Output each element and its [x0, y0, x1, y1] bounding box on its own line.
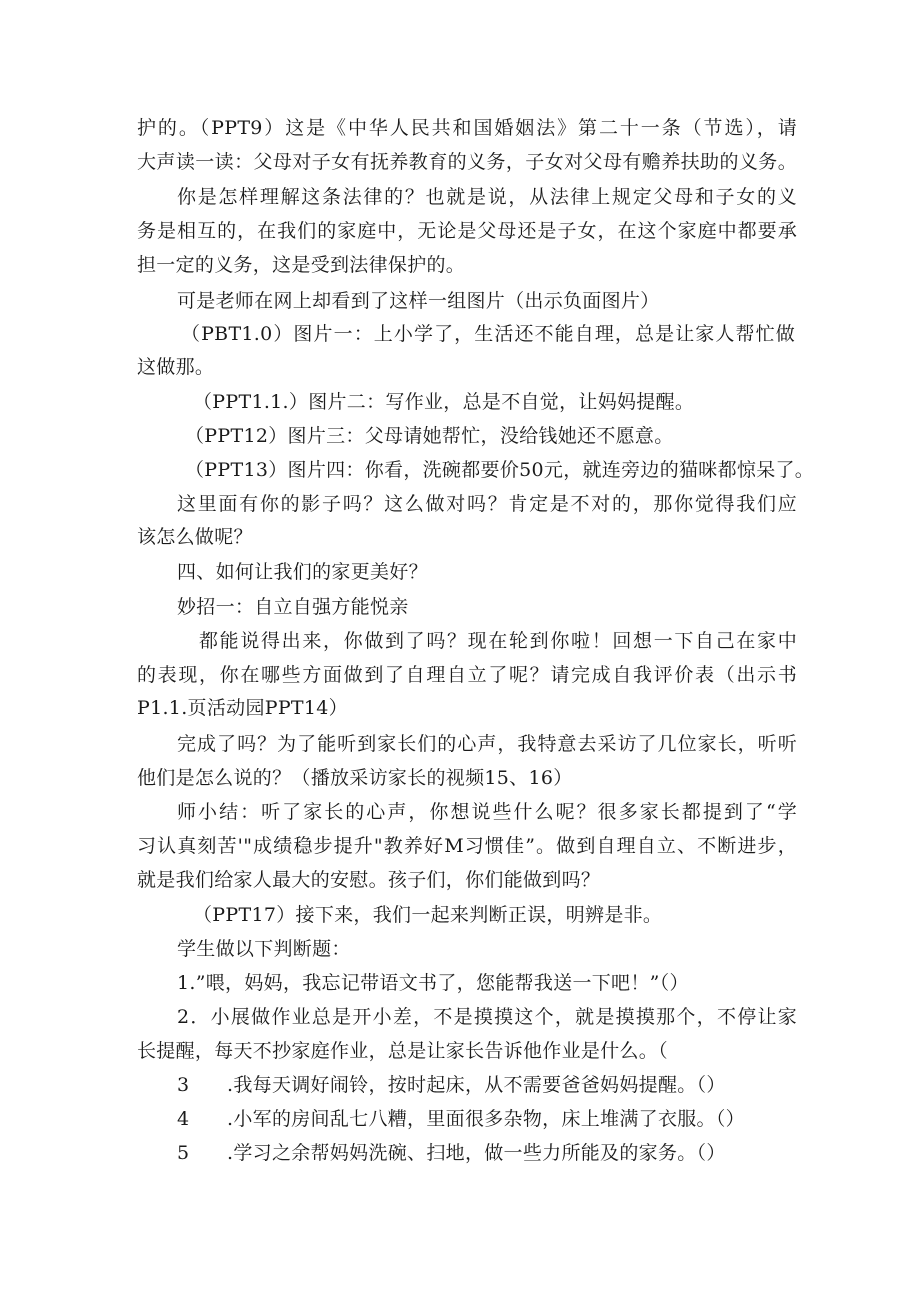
text-line: 都能说得出来，你做到了吗？现在轮到你啦！回想一下自己在家中	[199, 630, 797, 652]
text-line: 师小结：听了家长的心声，你想说些什么呢？很多家长都提到了“学	[177, 801, 797, 823]
text-line: 护的。（PPT9）这是《中华人民共和国婚姻法》第二十一条（节选），请	[137, 117, 797, 139]
text-line: 习认真刻苦'"成绩稳步提升"教养好M习惯佳”。做到自理自立、不断进步，	[137, 835, 797, 857]
text-line: （PBT1.0）图片一：上小学了，生活还不能自理，总是让家人帮忙做	[181, 323, 795, 345]
text-line: （PPT1.1.）图片二：写作业，总是不自觉，让妈妈提醒。	[193, 391, 695, 413]
text-line: 大声读一读：父母对子女有抚养教育的义务，子女对父母有赡养扶助的义务。	[137, 151, 797, 173]
text-line: 务是相互的，在我们的家庭中，无论是父母还是子女，在这个家庭中都要承	[137, 220, 797, 242]
text-line: 你是怎样理解这条法律的？也就是说，从法律上规定父母和子女的义	[177, 186, 797, 208]
text-line: 学生做以下判断题：	[177, 938, 351, 960]
text-line: 就是我们给家人最大的安慰。孩子们，你们能做到吗？	[137, 869, 601, 891]
text-line: 这做那。	[137, 356, 215, 378]
section-heading: 四、如何让我们的家更美好？	[177, 561, 428, 583]
text-line: P1.1.页活动园PPT14）	[137, 697, 348, 719]
question-2: 2．小展做作业总是开小差，不是摸摸这个，就是摸摸那个，不停让家	[177, 1006, 797, 1028]
question-number: 4	[177, 1108, 190, 1130]
text-line: 完成了吗？为了能听到家长们的心声，我特意去采访了几位家长，听听	[177, 733, 797, 755]
text-line: （PPT12）图片三：父母请她帮忙，没给钱她还不愿意。	[185, 425, 674, 447]
text-line: 的表现，你在哪些方面做到了自理自立了呢？请完成自我评价表（出示书	[137, 664, 797, 686]
text-line: （PPT17）接下来，我们一起来判断正误，明辨是非。	[193, 904, 663, 926]
text-line: 这里面有你的影子吗？这么做对吗？肯定是不对的，那你觉得我们应	[177, 493, 797, 515]
question-1: 1.”喂，妈妈，我忘记带语文书了，您能帮我送一下吧！”（）	[177, 972, 689, 994]
text-line: 该怎么做呢？	[137, 526, 253, 548]
text-line: 担一定的义务，这是受到法律保护的。	[137, 254, 466, 276]
question-5: .学习之余帮妈妈洗碗、扫地，做一些力所能及的家务。（）	[227, 1142, 726, 1164]
subsection-heading: 妙招一：自立自强方能悦亲	[177, 596, 409, 618]
question-number: 3	[177, 1074, 190, 1096]
question-number: 5	[177, 1142, 190, 1164]
text-line: （PPT13）图片四：你看，洗碗都要价50元，就连旁边的猫咪都惊呆了。	[185, 459, 815, 481]
text-line: 可是老师在网上却看到了这样一组图片（出示负面图片）	[177, 290, 660, 312]
question-4: .小军的房间乱七八糟，里面很多杂物，床上堆满了衣服。（）	[227, 1108, 745, 1130]
text-line: 长提醒，每天不抄家庭作业，总是让家长告诉他作业是什么。（	[137, 1040, 668, 1062]
text-line: 他们是怎么说的？（播放采访家长的视频15、16）	[137, 767, 573, 789]
question-3: .我每天调好闹铃，按时起床，从不需要爸爸妈妈提醒。（）	[227, 1074, 726, 1096]
